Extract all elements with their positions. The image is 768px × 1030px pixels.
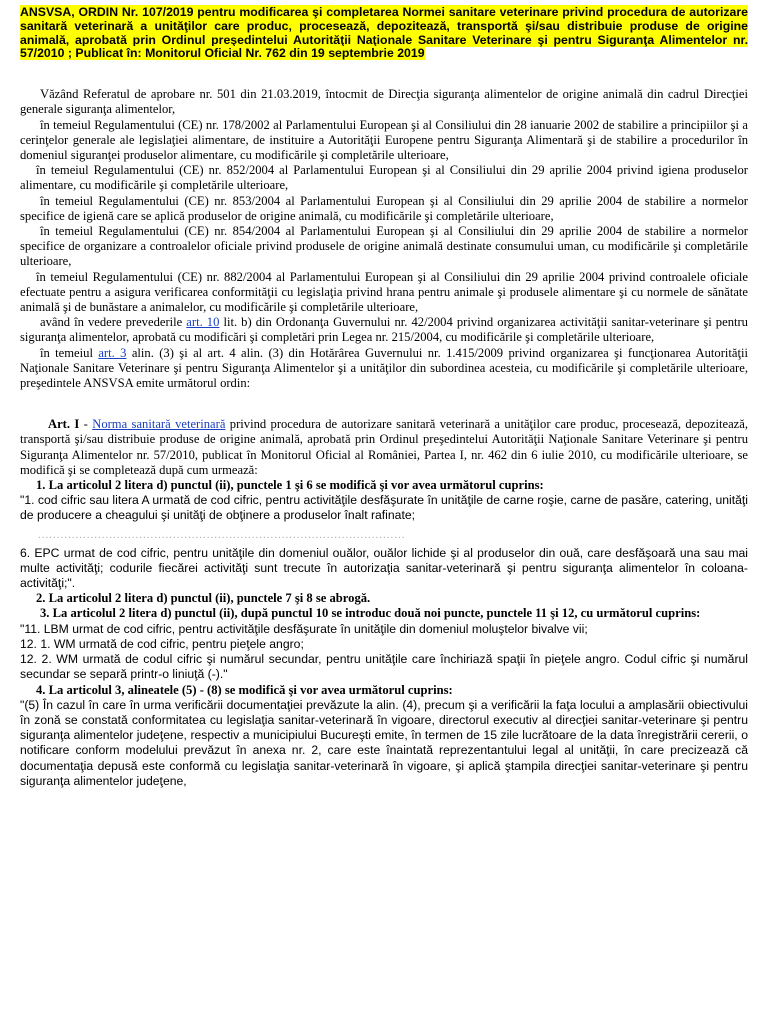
article-1-dash: - xyxy=(79,417,93,432)
preamble-reg-853: în temeiul Regulamentului (CE) nr. 853/2004 al Parlamentului European şi al Consiliului din 29 aprilie 2004 de stabilire a normelor specifice de igienă care se aplică produselor de origine animală, cu modificările şi completările ulterioare, xyxy=(20,193,748,223)
point-2-heading: 2. La articolul 2 litera d) punctul (ii), punctele 7 şi 8 se abrogă. xyxy=(36,591,371,606)
document-page xyxy=(0,6,768,789)
preamble-reg-882: în temeiul Regulamentului (CE) nr. 882/2004 al Parlamentului European şi al Consiliului din 29 aprilie 2004 privind controalele oficiale efectuate pentru a asigura verificarea conformităţii cu legislaţia privind hrana pentru animale şi produsele alimentare şi cu normele de sănătate animală şi de bunăstare a animalelor, cu modificările şi completările ulterioare, xyxy=(20,269,748,315)
preamble-referat: Văzând Referatul de aprobare nr. 501 din 21.03.2019, întocmit de Direcţia siguranţa alimentelor de origine animală din cadrul Direcţiei generale siguranţa alimentelor, xyxy=(20,87,748,117)
preamble-og-42-text-a: având în vedere prevederile xyxy=(40,315,187,330)
preamble-hg-1415 xyxy=(20,346,748,392)
title-highlight: ANSVSA, ORDIN Nr. 107/2019 pentru modificarea şi completarea Normei sanitare veterinare privind procedura de autorizare sanitară veterinară a unităţilor care produc, procesează, depozitează, transportă şi/sau distribuie produse de origine animală, aprobată prin Ordinul preşedintelui Autorităţii Naţionale Sanitare Veterinare şi pentru Siguranţa Alimentelor nr. 57/2010 ; Publicat în: Monitorul Oficial Nr. 762 din 19 septembrie 2019 xyxy=(20,5,748,61)
article-1-label: Art. I xyxy=(48,417,80,432)
preamble-reg-854: în temeiul Regulamentului (CE) nr. 854/2004 al Parlamentului European şi al Consiliului din 29 aprilie 2004 de stabilire a normelor specifice de organizare a controalelor oficiale privind produsele de origine animală destinate consumului uman, cu modificările şi completările ulterioare, xyxy=(20,224,748,269)
point-3-quote-12-2: 12. 2. WM urmată de codul cifric şi numărul secundar, pentru unităţile care închiriază spaţii în pieţele angro. Codul cifric şi numărul secundar se separă printr-o liniuţă (-)." xyxy=(20,652,748,682)
point-4-quote-5: "(5) În cazul în care în urma verificării documentaţiei prevăzute la alin. (4), precum şi a verificării la faţa locului a amplasării obiectivului în zonă se constată conformitatea cu legislaţia sanitar-veterinară în vigoare, directorul executiv al direcţiei sanitar-veterinare şi pentru siguranţa alimentelor judeţene, respectiv a municipiului Bucureşti emite, în termen de 15 zile lucrătoare de la data înregistrării cererii, o notificare conform modelului prevăzut în anexa nr. 2, care este înaintată reprezentantului legal al unităţii, în care precizează că documentaţia depusă este conformă cu legislaţia sanitar-veterinară în vigoare, şi aplică ştampila direcţiei sanitar-veterinare şi pentru siguranţa alimentelor judeţene, xyxy=(20,697,748,788)
point-3-quote-11: "11. LBM urmat de cod cifric, pentru activităţile desfăşurate în unităţile din domeniul moluştelor bivalve vii; xyxy=(20,621,588,636)
point-4-heading: 4. La articolul 3, alineatele (5) - (8) se modifică şi vor avea următorul cuprins: xyxy=(36,682,453,697)
point-1-quote-1: "1. cod cifric sau litera A urmată de cod cifric, pentru activităţile desfăşurate în unităţile de carne roşie, carne de pasăre, catering, unităţi de producere a cheagului şi unităţi de obţinere a produselor înalt rafinate; xyxy=(20,493,748,523)
preamble-reg-178: în temeiul Regulamentului (CE) nr. 178/2002 al Parlamentului European şi al Consiliului din 28 ianuarie 2002 de stabilire a principiilor şi a cerinţelor generale ale legislaţiei alimentare, de instituire a Autorităţii Europene pentru Siguranţa Alimentară şi de stabilire a procedurilor în domeniul siguranţei produselor alimentare, cu modificările şi completările ulterioare, xyxy=(20,117,748,162)
article-1-text: privind procedura de autorizare sanitară veterinară a unităţilor care produc, procesează, depozitează, transportă şi/sau distribuie produse de origine animală, aprobată prin Ordinul preşedintelui Autorităţii Naţionale Sanitare Veterinare şi pentru Siguranţa Alimentelor nr. 57/2010, publicat în Monitorul Oficial al României, Partea I, nr. 462 din 6 iulie 2010, cu modificările ulterioare, se modifică şi se completează după cum urmează: xyxy=(20,417,748,477)
document-title xyxy=(20,6,748,61)
link-art-10[interactable]: art. 10 xyxy=(186,315,220,330)
preamble-hg-text-b: alin. (3) şi al art. 4 alin. (3) din Hotărârea Guvernului nr. 1.415/2009 privind organizarea şi funcţionarea Autorităţii Naţionale Sanitare Veterinare şi pentru Siguranţa Alimentelor şi a unităţilor din subordinea acesteia, cu modificările şi completările ulterioare, preşedintele ANSVSA emite următorul ordin: xyxy=(20,345,748,391)
preamble-og-42-text-b: lit. b) din Ordonanţa Guvernului nr. 42/2004 privind organizarea activităţii sanitar-veterinare şi pentru siguranţa alimentelor, aprobată cu modificări şi completări prin Legea nr. 215/2004, cu modificările şi completările ulterioare, xyxy=(20,315,748,345)
link-norma-sanitara[interactable]: Norma sanitară veterinară xyxy=(92,417,226,432)
link-art-3[interactable]: art. 3 xyxy=(98,345,127,360)
preamble-hg-text-a: în temeiul xyxy=(40,345,99,360)
point-3-quote-12-1: 12. 1. WM urmată de cod cifric, pentru pieţele angro; xyxy=(20,636,304,651)
point-1-quote-6: 6. EPC urmat de cod cifric, pentru unităţile din domeniul ouălor, ouălor lichide şi al produselor din ouă, care desfăşoară una sau mai multe activităţi; codurile fiecărei activităţi sunt trecute în autorizaţia sanitar-veterinară şi pentru siguranţa alimentelor în coloana-activităţi;". xyxy=(20,545,748,591)
preamble-reg-852: în temeiul Regulamentului (CE) nr. 852/2004 al Parlamentului European şi al Consiliului din 29 aprilie 2004 privind igiena produselor alimentare, cu modificările şi completările ulterioare, xyxy=(20,163,748,193)
point-1-heading: 1. La articolul 2 litera d) punctul (ii), punctele 1 şi 6 se modifică şi vor avea următorul cuprins: xyxy=(36,478,544,493)
article-1 xyxy=(20,417,748,478)
point-3-heading: 3. La articolul 2 litera d) punctul (ii), după punctul 10 se introduc două noi puncte, punctele 11 şi 12, cu următorul cuprins: xyxy=(40,606,701,621)
ellipsis-divider: .................................................................................................. xyxy=(38,529,406,540)
preamble-og-42 xyxy=(20,315,748,345)
